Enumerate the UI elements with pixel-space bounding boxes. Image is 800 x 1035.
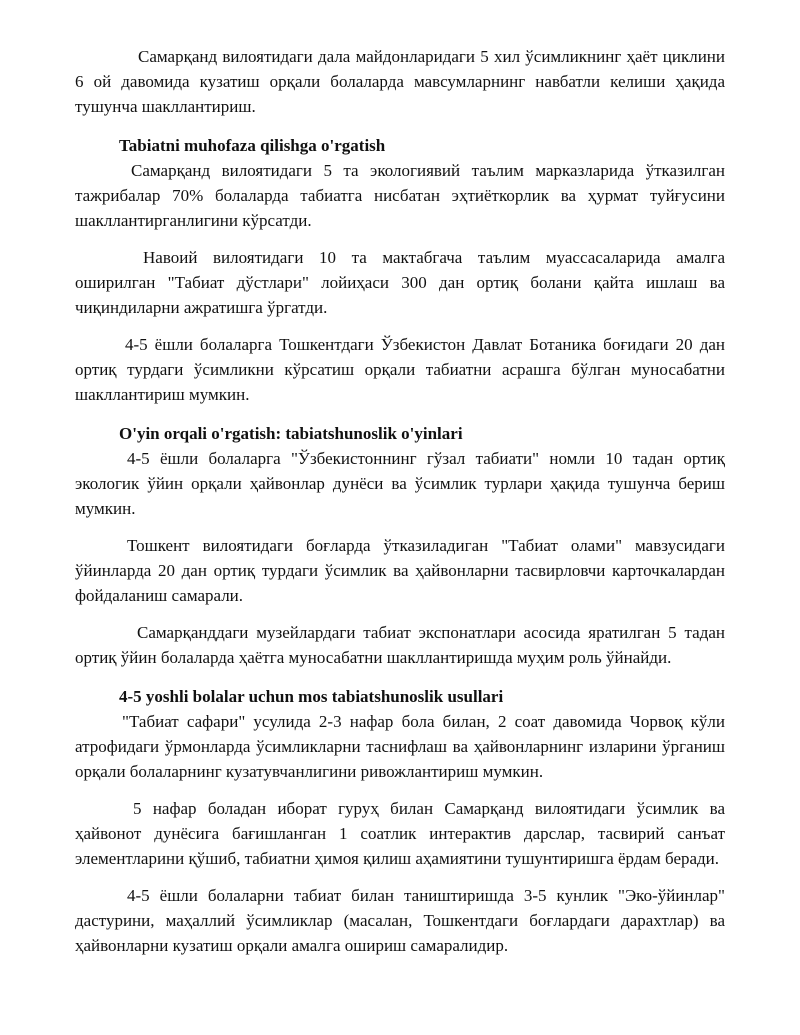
paragraph-seasons: Самарқанд вилоятидаги дала майдонларидаги 5 хил ўсимликнинг ҳаёт циклини 6 ой давомида кузатиш орқали болаларда мавсумларнинг навбатли келиши ҳақида тушунча шакллантириш. xyxy=(75,47,725,116)
heading-nature-protection: Tabiatni muhofaza qilishga o'rgatish xyxy=(119,136,386,155)
paragraph-nature-friends-project: Навоий вилоятидаги 10 та мактабгача таълим муассасаларида амалга оширилган "Табиат дўстлари" лойиҳаси 300 дан ортиқ болани қайта ишлаш ва чиқиндиларни ажратишга ўргатди. xyxy=(75,248,725,317)
paragraph-eco-games-program: 4-5 ёшли болаларни табиат билан таништиришда 3-5 кунлик "Эко-ўйинлар" дастурини, маҳаллий ўсимликлар (масалан, Тошкентдаги боғлардаги дарахтлар) ва ҳайвонларни кузатиш орқали амалга ошириш самаралидир. xyxy=(75,886,725,955)
paragraph-museum-games: Самарқанддаги музейлардаги табиат экспонатлари асосида яратилган 5 тадан ортиқ ўйин болаларда ҳаётга муносабатни шакллантиришда муҳим роль ўйнайди. xyxy=(75,623,725,667)
document-page xyxy=(75,44,725,958)
paragraph-eco-games: 4-5 ёшли болаларга "Ўзбекистоннинг гўзал табиати" номли 10 тадан ортиқ экологик ўйин орқали ҳайвонлар дунёси ва ўсимлик турлари ҳақида тушунча бериш мумкин. xyxy=(75,449,725,518)
paragraph-eco-centers: Самарқанд вилоятидаги 5 та экологиявий таълим марказларида ўтказилган тажрибалар 70% болаларда табиатга нисбатан эҳтиёткорлик ва ҳурмат туйғусини шакллантирганлигини кўрсатди. xyxy=(75,161,725,230)
paragraph-nature-world-cards: Тошкент вилоятидаги боғларда ўтказиладиган "Табиат олами" мавзусидаги ўйинларда 20 дан ортиқ турдаги ўсимлик ва ҳайвонларни тасвирловчи карточкалардан фойдаланиш самарали. xyxy=(75,536,725,605)
heading-methods-for-children: 4-5 yoshli bolalar uchun mos tabiatshunoslik usullari xyxy=(119,687,504,706)
paragraph-nature-safari: "Табиат сафари" усулида 2-3 нафар бола билан, 2 соат давомида Чорвоқ кўли атрофидаги ўрмонларда ўсимликларни таснифлаш ва ҳайвонларнинг изларини ўрганиш орқали болаларнинг кузатувчанлигини ривожлантириш мумкин. xyxy=(75,712,725,781)
paragraph-interactive-lessons: 5 нафар боладан иборат гуруҳ билан Самарқанд вилоятидаги ўсимлик ва ҳайвонот дунёсига бағишланган 1 соатлик интерактив дарслар, тасвирий санъат элементларини қўшиб, табиатни ҳимоя қилиш аҳамиятини тушунтиришга ёрдам беради. xyxy=(75,799,725,868)
heading-learning-through-play: O'yin orqali o'rgatish: tabiatshunoslik o'yinlari xyxy=(119,424,463,443)
paragraph-botanical-garden: 4-5 ёшли болаларга Тошкентдаги Ўзбекистон Давлат Ботаника боғидаги 20 дан ортиқ турдаги ўсимликни кўрсатиш орқали табиатни асрашга бўлган муносабатни шакллантириш мумкин. xyxy=(75,335,725,404)
